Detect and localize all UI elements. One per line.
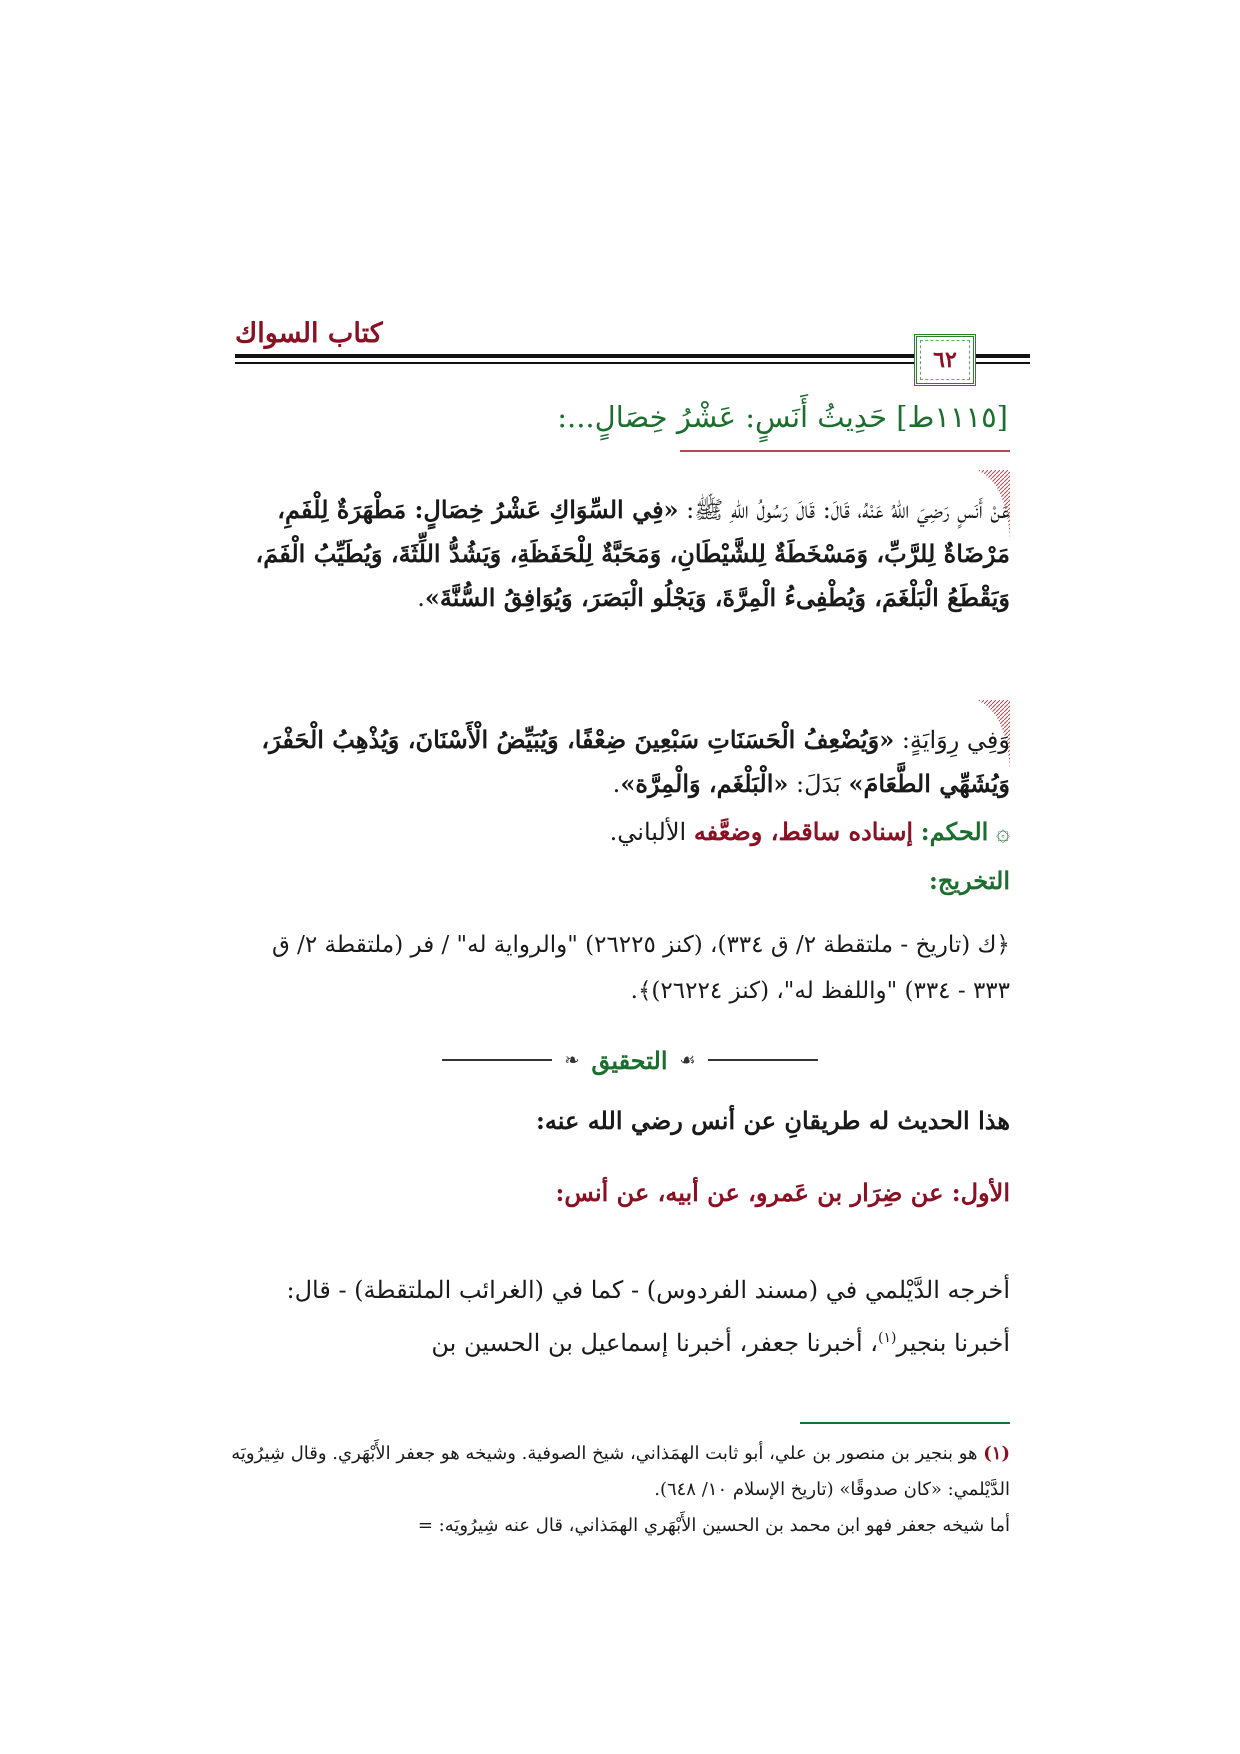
takhrij-sources: ﴿ك (تاريخ - ملتقطة ٢/ ق ٣٣٤)، (كنز ٢٦٢٢٥) "والرواية له" / فر (ملتقطة ٢/ ق ٣٣٣ - ٣٣٤) "واللفظ له"، (كنز ٢٦٢٢٤)﴾. xyxy=(271,932,1010,1004)
running-header-title: كتاب السواك xyxy=(235,318,383,349)
hadith-end-mark: . xyxy=(417,584,425,612)
tahqiq-body-text: أخرجه الدَّيْلمي في (مسند الفردوس) - كما في (الغرائب الملتقطة) - قال: أخبرنا بنجير xyxy=(286,1276,1010,1357)
riwaya-matn-2: «الْبَلْغَم، وَالْمِرَّة» xyxy=(620,769,789,798)
footnote-text: هو بنجير بن منصور بن علي، أبو ثابت الهمَذاني، شيخ الصوفية. وشيخه هو جعفر الأَبْهَري. وقال شِيرُويَه الدَّيْلمي: «كان صدوقًا» (تاريخ الإسلام ١٠/ ٦٤٨). xyxy=(231,1443,1010,1500)
riwaya-intro: وَفِي رِوَايَةٍ: xyxy=(894,726,1010,754)
footnote-1 xyxy=(230,1436,1010,1508)
ruling-line xyxy=(250,812,1010,852)
first-path-line xyxy=(250,1178,1010,1207)
hadith-text-paragraph xyxy=(250,488,1010,620)
title-underline xyxy=(680,450,1010,452)
divider-ornament-icon: ☙ xyxy=(679,1049,696,1071)
takhrij-heading: التخريج: xyxy=(929,866,1010,895)
footnote-number: (١) xyxy=(983,1443,1010,1464)
divider-line xyxy=(708,1059,818,1061)
tahqiq-body-rest: ، أخبرنا جعفر، أخبرنا إسماعيل بن الحسين بن xyxy=(431,1329,879,1357)
hadith-matn: «فِي السِّوَاكِ عَشْرُ خِصَالٍ: مَطْهَرَةٌ لِلْفَمِ، مَرْضَاةٌ لِلرَّبِّ، وَمَسْخَطَةٌ لِلشَّيْطَانِ، وَمَحَبَّةٌ لِلْحَفَظَةِ، وَيَشُدُّ اللِّثَةَ، وَيُطَيِّبُ الْفَمَ، وَيَقْطَعُ الْبَلْغَمَ، وَيُطْفِىءُ الْمِرَّةَ، وَيَجْلُو الْبَصَرَ، وَيُوَافِقُ السُّنَّةَ» xyxy=(255,495,1010,612)
tahqiq-heading: التحقيق xyxy=(591,1045,668,1075)
page-number-box xyxy=(914,334,976,386)
page-number: ٦٢ xyxy=(933,347,957,373)
header-rule-thin xyxy=(235,362,1030,364)
riwaya-matn: «وَيُضْعِفُ الْحَسَنَاتِ سَبْعِينَ ضِعْفًا، وَيُبَيِّضُ الْأَسْنَانَ، وَيُذْهِبُ الْحَفْرَ، وَيُشَهِّي الطَّعَامَ» xyxy=(261,725,1010,798)
hadith-narration-intro: عَنْ أَنَسٍ رَضِيَ اللهُ عَنْهُ، قَالَ: قَالَ رَسُولُ اللهِ ﷺ: xyxy=(678,496,1010,524)
footnote-1-continued: أما شيخه جعفر فهو ابن محمد بن الحسين الأَبْهَري الهمَذاني، قال عنه شِيرُويَه: = xyxy=(417,1515,1010,1536)
ruling-flower-icon: ۞ xyxy=(995,818,1010,846)
divider-line xyxy=(442,1059,552,1061)
ruling-label: الحكم: xyxy=(920,817,989,846)
ruling-rest: الألباني. xyxy=(609,818,694,846)
divider-ornament-icon: ❧ xyxy=(564,1049,580,1071)
riwaya-paragraph xyxy=(250,718,1010,806)
riwaya-badal: بَدَلَ: xyxy=(788,770,849,798)
tahqiq-intro-line: هذا الحديث له طريقانِ عن أنس رضي الله عنه: xyxy=(536,1106,1010,1135)
riwaya-end-mark: . xyxy=(612,770,621,798)
hadith-title: [١١١٥ط] حَدِيثُ أَنَسٍ: عَشْرُ خِصَالٍ...: xyxy=(557,400,1008,434)
tahqiq-divider xyxy=(360,1042,900,1078)
header-rule-thick xyxy=(235,354,1030,358)
tahqiq-body-paragraph xyxy=(240,1266,1010,1367)
first-path-label: الأول: xyxy=(951,1178,1010,1207)
footnote-ref[interactable]: (١) xyxy=(878,1330,897,1346)
footnote-rule xyxy=(800,1422,1010,1424)
first-path-text: عن ضِرَار بن عَمرو، عن أبيه، عن أنس: xyxy=(555,1178,952,1207)
page-number-frame xyxy=(920,340,970,380)
footnotes xyxy=(230,1436,1010,1544)
ruling-verdict: إسناده ساقط، وضعَّفه xyxy=(693,817,914,846)
